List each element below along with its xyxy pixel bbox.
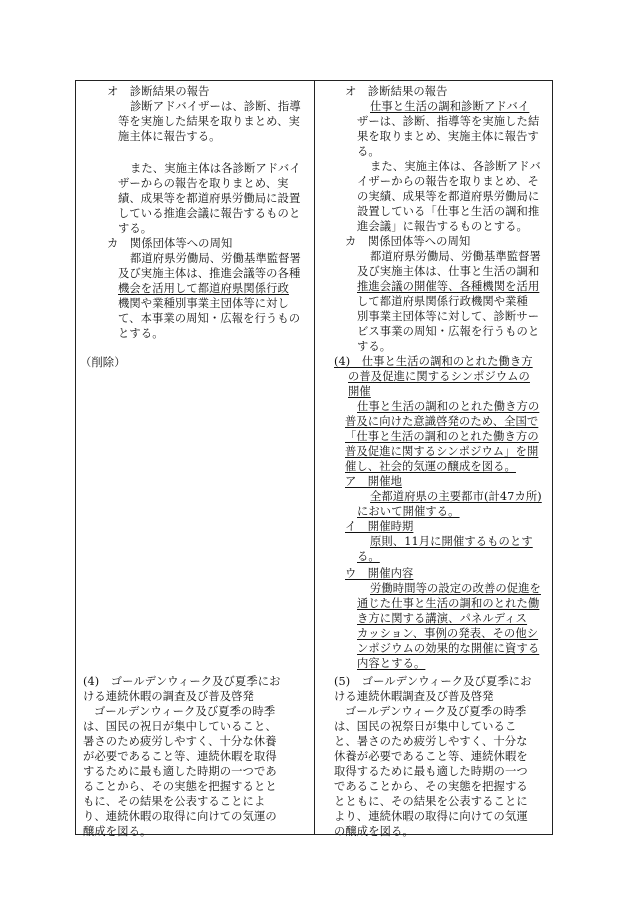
right-ka-line: 都道府県労働局、労働基準監督署	[370, 250, 541, 263]
right-s5-line: と、暑さのため疲労しやすく、十分な	[334, 735, 528, 748]
right-s4-line: (4) 仕事と生活の調和のとれた働き方	[334, 355, 533, 368]
left-s4-line: り、連続休暇の取得に向けての気運の	[83, 810, 277, 823]
left-ka-line: 機関や業種別事業主団体等に対し	[118, 297, 289, 310]
right-oh-p2-line: 進会議」に報告するものとする。	[357, 220, 528, 233]
left-ka-line: 都道府県労働局、労働基準監督署	[130, 252, 301, 265]
left-s4-line: が必要であること等、連続休暇を取得	[83, 750, 277, 763]
right-s5-line: であることから、その実態を把握する	[334, 780, 528, 793]
right-s5-line: とともに、その結果を公表することに	[334, 795, 528, 808]
right-s5-line: (5) ゴールデンウィーク及び夏季にお	[334, 675, 532, 688]
left-s4-line: (4) ゴールデンウィーク及び夏季にお	[83, 675, 281, 688]
left-s4-line: ることから、その実態を把握するとと	[83, 780, 277, 793]
right-ka-line: 別事業主団体等に対して、診断サー	[357, 310, 540, 323]
right-s4-line: 催し、社会的気運の醸成を図る。	[345, 460, 516, 473]
right-u-line: 通じた仕事と生活の調和のとれた働	[357, 597, 540, 610]
right-s4-line: 「仕事と生活の調和のとれた働き方の	[345, 430, 539, 443]
right-ka-line: して都道府県関係行政機関や業種	[357, 295, 528, 308]
left-oh-p2-line: 績、成果等を都道府県労働局に設置	[118, 192, 301, 205]
left-s4-line: は、国民の祝日が集中していること、	[83, 720, 277, 733]
deleted-note: （削除）	[80, 356, 126, 369]
left-oh-p2-line: する。	[118, 222, 153, 235]
right-a-line: 全都道府県の主要都市(計47カ所)	[370, 490, 542, 503]
left-oh-heading: オ 診断結果の報告	[107, 85, 210, 98]
right-oh-heading: オ 診断結果の報告	[345, 85, 448, 98]
right-u-line: ンポジウムの効果的な開催に資する	[357, 642, 540, 655]
right-s5-line: ゴールデンウィーク及び夏季の時季	[345, 705, 527, 718]
right-oh-p2-line: の実績、成果等を都道府県労働局に	[357, 190, 540, 203]
left-oh-p1-line: 等を実施した結果を取りまとめ、実	[118, 115, 300, 128]
right-u-line: き方に関する講演、パネルディス	[357, 612, 528, 625]
left-s4-line: ゴールデンウィーク及び夏季の時季	[94, 705, 276, 718]
right-oh-p1-line: 果を取りまとめ、実施主体に報告す	[357, 130, 539, 143]
left-s4-line: もに、その結果を公表することによ	[83, 795, 266, 808]
right-a-heading: ア 開催地	[345, 475, 402, 488]
left-s4-line: 醸成を図る。	[83, 825, 152, 838]
left-ka-heading: カ 関係団体等への周知	[107, 237, 233, 250]
right-oh-p2-line: また、実施主体は、各診断アドバ	[370, 160, 541, 173]
right-u-line: 労働時間等の設定の改善の促進を	[370, 582, 541, 595]
left-oh-p1-line: 診断アドバイザーは、診断、指導	[130, 100, 301, 113]
right-ka-line: ビス事業の周知・広報を行うものと	[357, 325, 540, 338]
right-u-line: カッション、事例の発表、その他シ	[357, 627, 539, 640]
right-i-heading: イ 開催時期	[345, 520, 414, 533]
left-ka-line: 及び実施主体は、推進会議等の各種	[118, 267, 301, 280]
right-ka-line: 推進会議の開催等、各種機関を活用	[357, 280, 540, 293]
right-oh-p1-line: る。	[357, 145, 380, 158]
right-s4-line: 普及に向けた意識啓発のため、全国で	[345, 415, 539, 428]
right-a-line: において開催する。	[357, 505, 460, 518]
right-oh-p2-line: イザーからの報告を取りまとめ、そ	[357, 175, 539, 188]
right-i-line: る。	[357, 550, 380, 563]
right-s4-line: 開催	[348, 385, 371, 398]
right-s4-line: 普及促進に関するシンポジウム」を開	[345, 445, 539, 458]
left-oh-p1-line: 施主体に報告する。	[118, 130, 221, 143]
right-ka-line: 及び実施主体は、仕事と生活の調和	[357, 265, 540, 278]
right-oh-p2-line: 設置している「仕事と生活の調和推	[357, 205, 540, 218]
left-ka-line: 機会を活用して都道府県関係行政	[118, 282, 289, 295]
right-s4-line: 仕事と生活の調和のとれた働き方の	[357, 400, 540, 413]
left-oh-p2-line: また、実施主体は各診断アドバイ	[130, 162, 301, 175]
right-oh-p1-line: ザーは、診断、指導等を実施した結	[357, 115, 540, 128]
left-s4-line: ける連続休暇の調査及び普及啓発	[83, 690, 254, 703]
right-u-heading: ウ 開催内容	[345, 567, 414, 580]
right-s5-line: の醸成を図る。	[334, 825, 414, 838]
left-s4-line: するために最も適した時期の一つであ	[83, 765, 277, 778]
right-oh-p1-line: 仕事と生活の調和診断アドバイ	[370, 100, 530, 113]
right-ka-line: する。	[357, 340, 392, 353]
right-s5-line: 休養が必要であること等、連続休暇を	[334, 750, 528, 763]
left-ka-line: て、本事業の周知・広報を行うもの	[118, 312, 301, 325]
right-s5-line: は、国民の祝祭日が集中しているこ	[334, 720, 517, 733]
right-s5-line: ける連続休暇調査及び普及啓発	[334, 690, 494, 703]
left-s4-line: 暑さのため疲労しやすく、十分な休養	[83, 735, 277, 748]
right-s5-line: より、連続休暇の取得に向けての気運	[334, 810, 528, 823]
right-i-line: 原則、11月に開催するものとす	[370, 535, 533, 548]
left-oh-p2-line: している推進会議に報告するものと	[118, 207, 301, 220]
left-oh-p2-line: ザーからの報告を取りまとめ、実	[118, 177, 289, 190]
right-s4-line: の普及促進に関するシンポジウムの	[348, 370, 530, 383]
right-s5-line: 取得するために最も適した時期の一つ	[334, 765, 528, 778]
right-u-line: 内容とする。	[357, 657, 426, 670]
right-ka-heading: カ 関係団体等への周知	[345, 235, 471, 248]
column-divider	[314, 81, 315, 834]
left-ka-line: とする。	[118, 327, 164, 340]
